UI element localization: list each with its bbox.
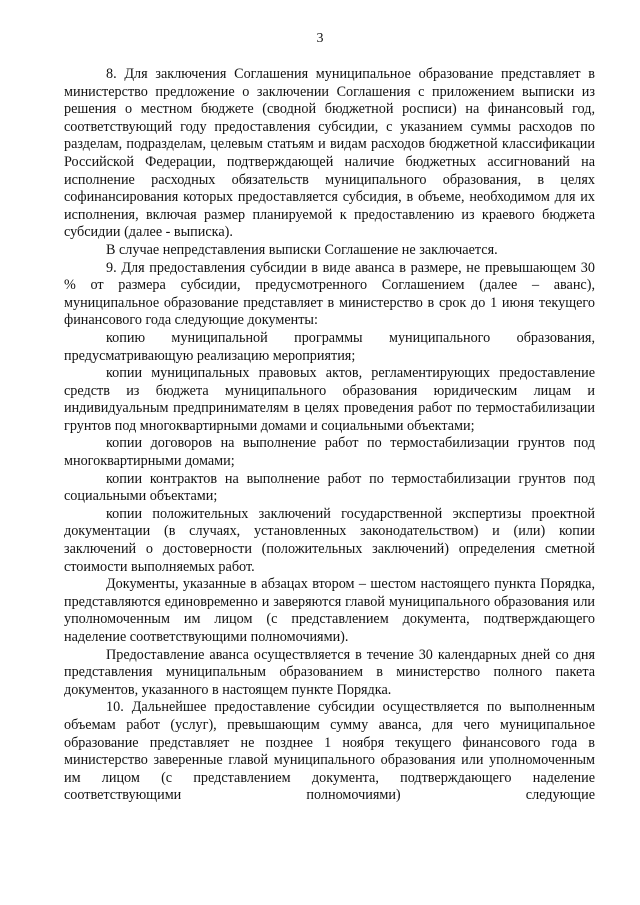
list-item-contracts-housing: копии договоров на выполнение работ по термостабилизации грунтов под многоквартирными домами; bbox=[64, 435, 595, 470]
paragraph-9: 9. Для предоставления субсидии в виде аванса в размере, не превышающем 30 % от размера субсидии, предусмотренного Соглашением (далее – аванс), муниципальное образование представляет в министерство в срок до 1 июня текущего финансового года следующие документы: bbox=[64, 259, 595, 329]
paragraph-advance-timing: Предоставление аванса осуществляется в течение 30 календарных дней со дня представления муниципальным образованием в министерство полного пакета документов, указанного в настоящем пункте Порядка. bbox=[64, 646, 595, 698]
document-body bbox=[64, 66, 595, 805]
paragraph-no-statement: В случае непредставления выписки Соглашение не заключается. bbox=[106, 241, 498, 258]
page-number: 3 bbox=[316, 31, 324, 46]
paragraph-documents-certification: Документы, указанные в абзацах втором – шестом настоящего пункта Порядка, представляются единовременно и заверяются главой муниципального образования или уполномоченным им лицом (с представлением документа, подтверждающего наделение соответствующими полномочиями). bbox=[64, 576, 595, 645]
list-item-contracts-social: копии контрактов на выполнение работ по термостабилизации грунтов под социальными объектами; bbox=[64, 470, 595, 505]
paragraph-8: 8. Для заключения Соглашения муниципальное образование представляет в министерство предложение о заключении Соглашения с приложением выписки из решения о местном бюджете (сводной бюджетной росписи) на финансовый год, соответствующий году предоставления субсидии, с указанием суммы расходов по разделам, подразделам, целевым статьям и видам расходов бюджетной классификации Российской Федерации, подтверждающей наличие бюджетных ассигнований на исполнение расходных обязательств муниципального образования, в целях софинансирования которых предоставляется субсидия, в объеме, необходимом для их исполнения, включая размер планируемой к предоставлению из краевого бюджета субсидии (далее - выписка). bbox=[64, 66, 595, 241]
list-item-expertise: копии положительных заключений государственной экспертизы проектной документации (в случаях, установленных законодательством) и (или) копии заключений о достоверности (положительных заключений) определения сметной стоимости выполняемых работ. bbox=[64, 505, 595, 575]
list-item-program-copy: копию муниципальной программы муниципального образования, предусматривающую реализацию мероприятия; bbox=[64, 329, 595, 364]
paragraph-10: 10. Дальнейшее предоставление субсидии осуществляется по выполненным объемам работ (услуг), превышающим сумму аванса, для чего муниципальное образование представляет не позднее 1 ноября текущего финансового года в министерство заверенные главой муниципального образования или уполномоченным им лицом (с представлением документа, подтверждающего наделение соответствующими полномочиями) следующие bbox=[64, 699, 595, 804]
list-item-legal-acts: копии муниципальных правовых актов, регламентирующих предоставление средств из бюджета муниципального образования юридическим лицам и индивидуальным предпринимателям в целях проведения работ по термостабилизации грунтов под многоквартирными домами и социальными объектами; bbox=[64, 365, 595, 434]
